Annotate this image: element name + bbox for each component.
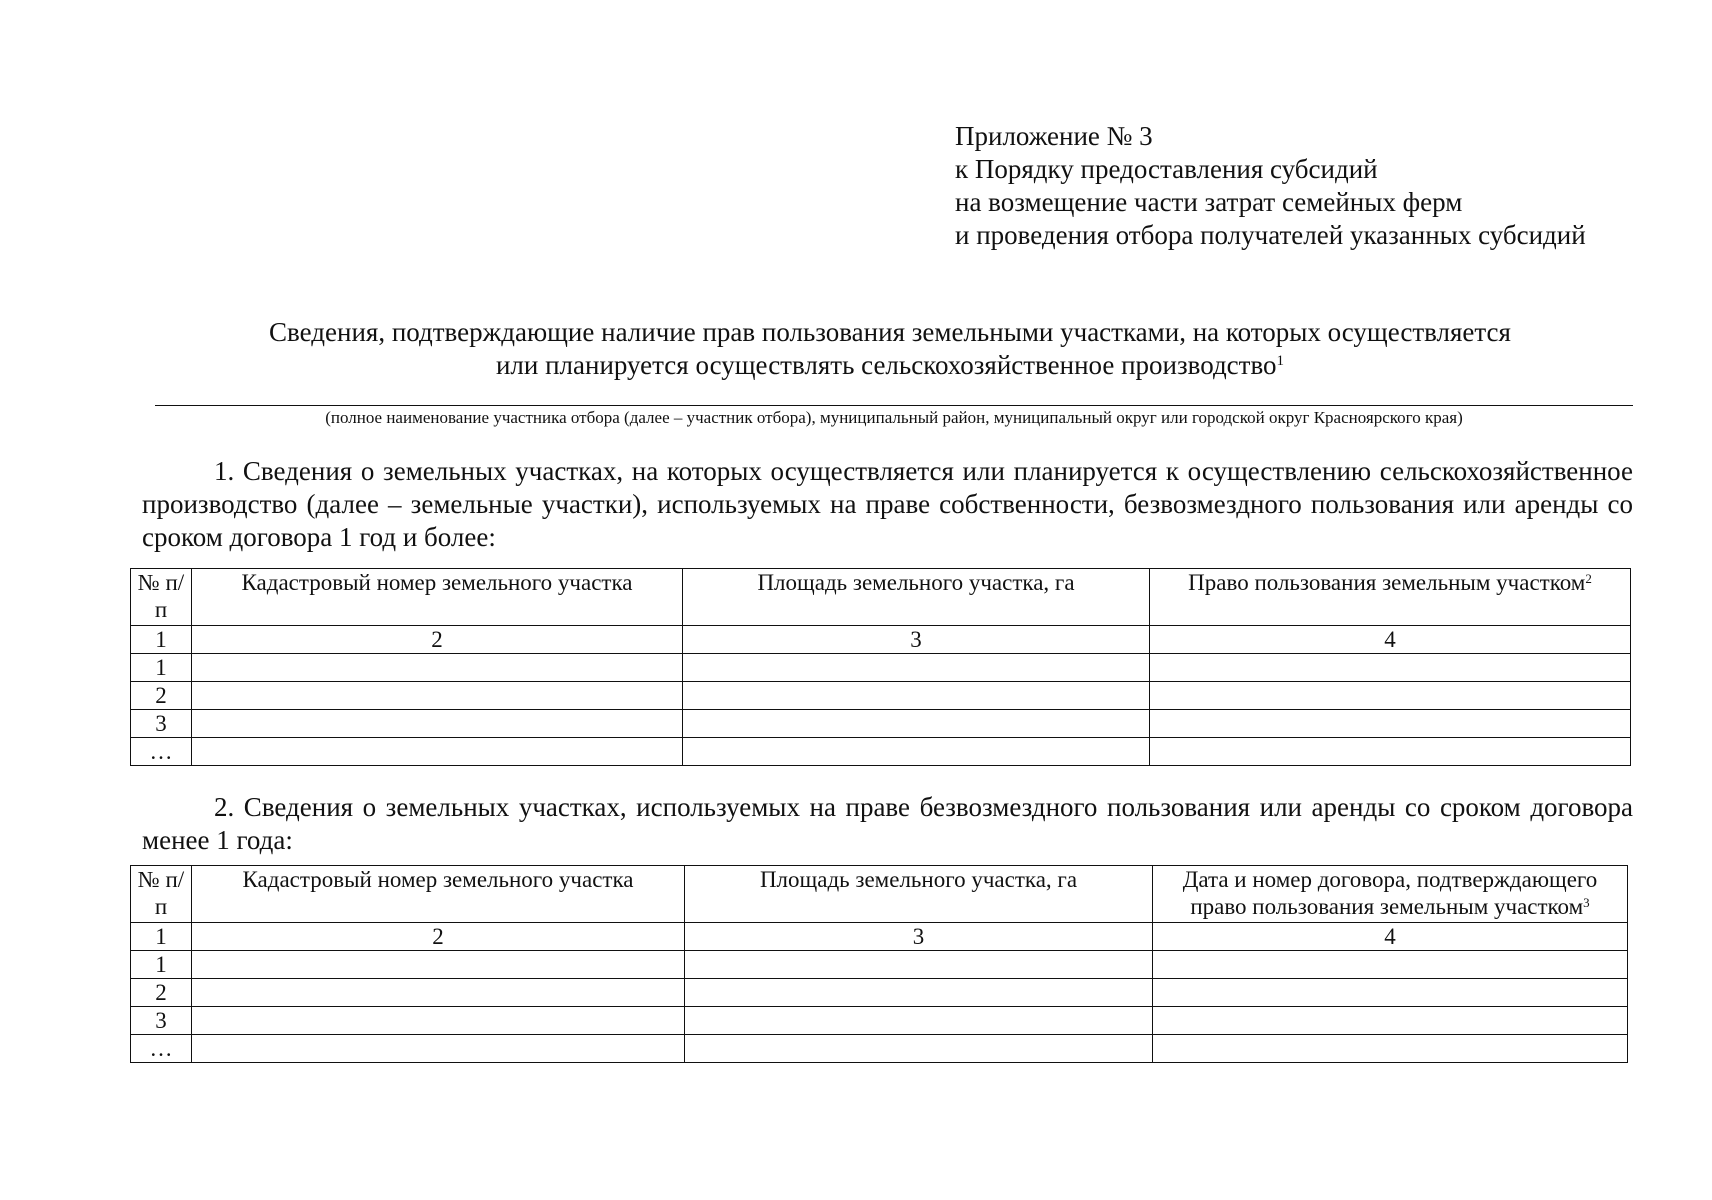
table-1-cell-area[interactable] [683,682,1150,710]
table-2-cell-contract[interactable] [1153,951,1628,979]
table-1-cell-right[interactable] [1150,682,1631,710]
appendix-line-1: Приложение № 3 [955,121,1153,151]
table-1-cell-right[interactable] [1150,710,1631,738]
section-1-text [142,455,1633,554]
table-2-cell-area[interactable] [685,979,1153,1007]
table-2-colnum-3: 3 [685,923,1153,951]
table-2-header-footnote-mark: 3 [1583,895,1590,910]
document-title [140,316,1640,382]
table-1-cell-area[interactable] [683,654,1150,682]
table-1-row-number: … [131,738,192,766]
table-2-cell-contract[interactable] [1153,1035,1628,1063]
title-footnote-mark: 1 [1276,353,1285,369]
table-2-header-number: № п/п [131,866,192,923]
table-2-cell-area[interactable] [685,951,1153,979]
table-2-cell-cadastral[interactable] [192,979,685,1007]
table-row [131,951,1628,979]
table-2-cell-contract[interactable] [1153,979,1628,1007]
table-1-row-number: 1 [131,654,192,682]
table-2-header-cadastral: Кадастровый номер земельного участка [192,866,685,923]
table-row [131,1035,1628,1063]
table-row [131,654,1631,682]
table-1-cell-cadastral[interactable] [192,710,683,738]
table-2-row-number: 2 [131,979,192,1007]
table-2-cell-cadastral[interactable] [192,1035,685,1063]
table-2-colnum-2: 2 [192,923,685,951]
appendix-line-4: и проведения отбора получателей указанных субсидий [955,220,1586,250]
table-1-colnum-3: 3 [683,626,1150,654]
table-2-colnum-1: 1 [131,923,192,951]
participant-name-line[interactable] [155,405,1633,406]
table-1-colnum-4: 4 [1150,626,1631,654]
table-1-header-cadastral: Кадастровый номер земельного участка [192,569,683,626]
table-1-header-area: Площадь земельного участка, га [683,569,1150,626]
table-2-cell-area[interactable] [685,1035,1153,1063]
table-row [131,710,1631,738]
land-plots-table-2 [130,865,1628,1063]
table-1-colnum-1: 1 [131,626,192,654]
table-2-header-area: Площадь земельного участка, га [685,866,1153,923]
table-2-cell-cadastral[interactable] [192,951,685,979]
title-line-2 [140,349,1640,382]
table-2-row-number: 3 [131,1007,192,1035]
table-row [131,738,1631,766]
table-1-header-number: № п/п [131,569,192,626]
table-2-cell-contract[interactable] [1153,1007,1628,1035]
table-1-header-footnote-mark: 2 [1585,571,1592,586]
table-1-cell-area[interactable] [683,738,1150,766]
section-1-paragraph: 1. Сведения о земельных участках, на которых осуществляется или планируется к осуществлению сельскохозяйственное производство (далее – земельные участки), используемых на праве собственности, безвозмездного пользования или аренды со сроком договора 1 год и более: [142,456,1633,552]
appendix-line-2: к Порядку предоставления субсидий [955,154,1378,184]
table-row [131,682,1631,710]
table-2-row-number: 1 [131,951,192,979]
table-2-header-contract [1153,866,1628,923]
table-2-header-contract-text: Дата и номер договора, подтверждающего право пользования земельным участком [1182,867,1598,919]
table-2-row-number: … [131,1035,192,1063]
table-1-column-numbers-row [131,626,1631,654]
table-1-cell-right[interactable] [1150,654,1631,682]
section-2-text [142,791,1633,857]
table-row [131,979,1628,1007]
appendix-header [955,120,1586,252]
table-2-column-numbers-row [131,923,1628,951]
table-1-cell-cadastral[interactable] [192,654,683,682]
table-1-row-number: 2 [131,682,192,710]
table-2-header-row [131,866,1628,923]
table-2-colnum-4: 4 [1153,923,1628,951]
table-1-cell-area[interactable] [683,710,1150,738]
participant-name-caption: (полное наименование участника отбора (далее – участник отбора), муниципальный район, муниципальный округ или городской округ Красноярского края) [325,408,1463,427]
title-line-1: Сведения, подтверждающие наличие прав пользования земельными участками, на которых осуществляется [269,317,1511,347]
table-1-header-right-text: Право пользования земельным участком [1188,570,1586,595]
section-2-paragraph: 2. Сведения о земельных участках, используемых на праве безвозмездного пользования или аренды со сроком договора менее 1 года: [142,792,1633,855]
table-2-cell-area[interactable] [685,1007,1153,1035]
title-line-2-text: или планируется осуществлять сельскохозяйственное производство [495,350,1277,380]
land-plots-table-1 [130,568,1631,766]
appendix-line-3: на возмещение части затрат семейных ферм [955,187,1463,217]
table-1-cell-right[interactable] [1150,738,1631,766]
table-1-cell-cadastral[interactable] [192,682,683,710]
table-1-header-right [1150,569,1631,626]
table-1-cell-cadastral[interactable] [192,738,683,766]
table-1-colnum-2: 2 [192,626,683,654]
table-1-row-number: 3 [131,710,192,738]
table-2-cell-cadastral[interactable] [192,1007,685,1035]
table-1-header-row [131,569,1631,626]
table-row [131,1007,1628,1035]
